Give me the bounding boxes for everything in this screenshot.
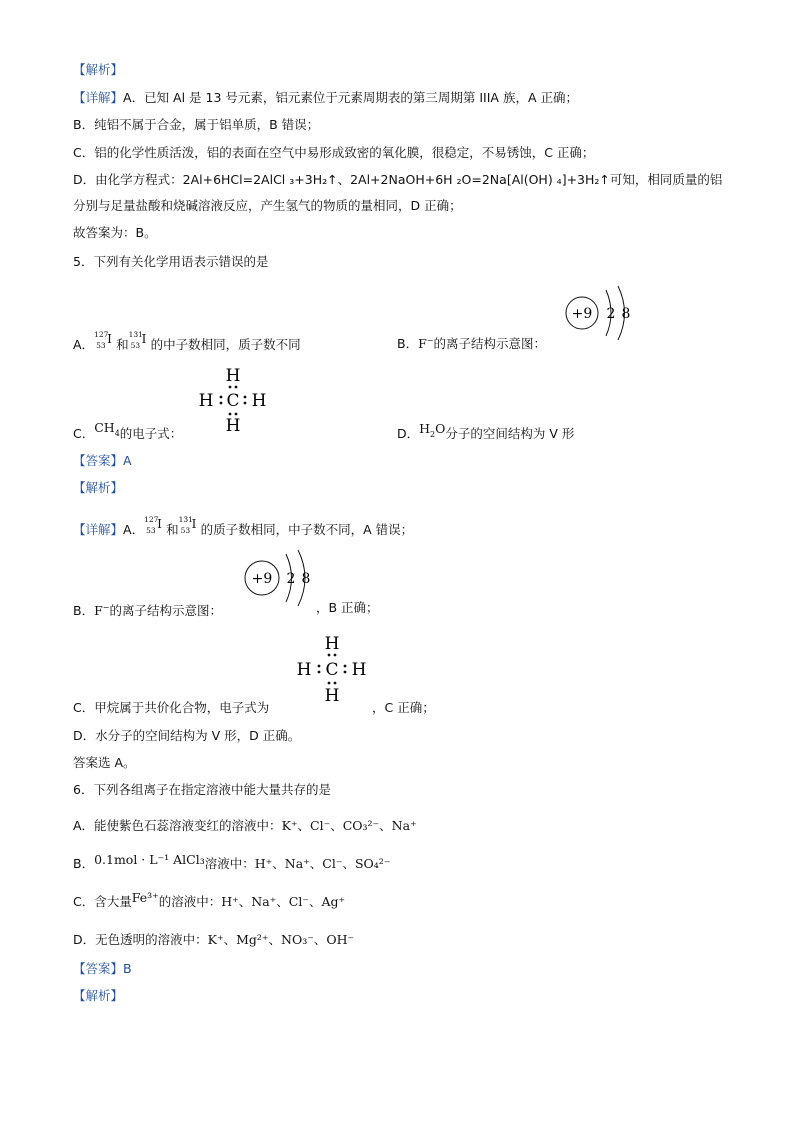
svg-text:C: C [226, 391, 240, 411]
ion: Cl⁻ [288, 894, 309, 909]
q5-a-rest: 的中子数相同，质子数不同 [150, 337, 301, 352]
q5-option-c [73, 420, 183, 448]
svg-text:H: H [251, 391, 267, 411]
q4-conclusion: 故答案为：B。 [73, 225, 157, 240]
detail-fluoride-charge: − [102, 603, 110, 612]
svg-text:H: H [351, 660, 367, 680]
ion: Na⁺ [251, 894, 277, 909]
q6-b-text: 溶液中： [204, 856, 255, 871]
q6-stem: 6．下列各组离子在指定溶液中能大量共存的是 [73, 782, 331, 797]
ion: Cl⁻ [322, 856, 343, 871]
q6-option-d: D．无色透明的溶液中：K⁺、Mg²⁺、NO₃⁻、OH⁻ [73, 932, 355, 947]
q4-detail-b: B．纯铝不属于合金，属于铝单质，B 错误； [73, 117, 320, 132]
detail-methane-electron-formula [293, 630, 369, 706]
q5-detail-b-label: B． [73, 603, 95, 619]
q5-detail-b-rest: 的离子结构示意图： [109, 603, 222, 619]
q5-detail-d: D．水分子的空间结构为 V 形，D 正确。 [73, 728, 301, 743]
q5-option-a-label: A． [73, 337, 95, 352]
q6-option-c: C．含大量Fe³⁺的溶液中：H⁺、Na⁺、Cl⁻、Ag⁺ [73, 890, 346, 909]
ion: Cl⁻ [310, 818, 331, 833]
q5-detail-tag: 【详解】 [73, 522, 124, 537]
q5-c-rest: 的电子式： [119, 426, 183, 441]
ion: SO₄²⁻ [354, 856, 391, 871]
ion: K⁺ [207, 932, 224, 947]
q6-c-text: C．含大量 [73, 894, 132, 909]
water-formula-o: O [435, 421, 446, 436]
q5-detail-a-and: 和 [166, 522, 179, 537]
svg-text:C: C [325, 660, 339, 680]
ferric-ion: Fe³⁺ [131, 890, 159, 905]
q6-b-label: B． [73, 856, 95, 871]
detail-fluoride-symbol: F [94, 603, 103, 619]
ion: H⁺ [221, 894, 239, 909]
shell-1-count: 2 [606, 306, 616, 322]
svg-text:H: H [225, 416, 241, 436]
water-formula-sub: 2 [430, 429, 436, 439]
svg-text:2: 2 [286, 571, 296, 587]
q5-option-b-label: B． [397, 336, 419, 352]
q5-option-d [397, 421, 575, 448]
q6-answer: 【答案】B [73, 961, 132, 976]
q6-d-text: D．无色透明的溶液中： [73, 932, 208, 947]
fluoride-charge: − [426, 336, 434, 345]
q5-detail-a-label: A． [123, 522, 145, 537]
svg-text:H: H [198, 391, 214, 411]
q6-c-text2: 的溶液中： [158, 894, 222, 909]
ion: Ag⁺ [321, 894, 346, 909]
svg-text:8: 8 [301, 571, 311, 587]
methane-formula-sub: 4 [114, 428, 120, 438]
ion: NO₃⁻ [281, 932, 314, 947]
q5-detail-c: C．甲烷属于共价化合物，电子式为 [73, 700, 270, 715]
ion: CO₃²⁻ [342, 818, 380, 833]
q5-option-a [73, 330, 301, 355]
detail-isotope-i131: 131 53 I [178, 515, 197, 535]
q6-jiexi-heading: 【解析】 [73, 988, 124, 1003]
svg-text:+9: +9 [251, 571, 273, 587]
methane-electron-formula [196, 362, 268, 436]
nucleus-label: +9 [571, 306, 593, 322]
q4-detail-a-text: A．已知 Al 是 13 号元素，铝元素位于元素周期表的第三周期第 IIIA 族，A 正确； [123, 90, 578, 105]
q5-d-rest: 分子的空间结构为 V 形 [445, 426, 575, 441]
q4-jiexi-heading: 【解析】 [73, 62, 124, 77]
water-formula-h: H [419, 421, 431, 436]
q5-answer: 【答案】A [73, 453, 132, 468]
isotope-i131: 131 53 I [128, 330, 147, 350]
q5-detail-b-end: ，B 正确； [316, 600, 379, 615]
q5-jiexi-heading: 【解析】 [73, 480, 124, 495]
q5-option-d-label: D． [397, 426, 420, 441]
q5-option-b [397, 333, 546, 352]
shell-2-count: 8 [621, 306, 631, 322]
svg-text:H: H [296, 660, 312, 680]
q5-detail-a-rest: 的质子数相同，中子数不同，A 错误； [200, 522, 414, 537]
q6-option-a: A．能使紫色石蕊溶液变红的溶液中：K⁺、Cl⁻、CO₃²⁻、Na⁺ [73, 818, 417, 833]
fluoride-symbol: F [418, 336, 427, 352]
q6-option-b: B．0.1mol · L⁻¹ AlCl₃溶液中：H⁺、Na⁺、Cl⁻、SO₄²⁻ [73, 852, 391, 871]
detail-isotope-i127: 127 53 I [144, 515, 162, 535]
q5-detail-c-end: ，C 正确； [372, 700, 435, 715]
q4-detail-d-line2: 分别与足量盐酸和烧碱溶液反应，产生氢气的物质的量相同，D 正确； [73, 198, 462, 213]
svg-text:H: H [324, 686, 340, 706]
q4-detail-c: C．铝的化学性质活泼，铝的表面在空气中易形成致密的氧化膜，很稳定，不易锈蚀，C 正确； [73, 145, 595, 160]
detail-fluoride-structure-diagram [240, 548, 320, 610]
ion: K⁺ [281, 818, 298, 833]
q6-a-text: A．能使紫色石蕊溶液变红的溶液中： [73, 818, 282, 833]
q4-detail-tag: 【详解】 [73, 90, 124, 105]
q5-a-and: 和 [116, 337, 129, 352]
q5-conclusion: 答案选 A。 [73, 755, 136, 770]
q5-stem: 5．下列有关化学用语表示错误的是 [73, 254, 269, 269]
alcl3-concentration: 0.1mol · L⁻¹ AlCl₃ [94, 852, 205, 867]
q5-detail-b [73, 600, 222, 619]
ion: OH⁻ [326, 932, 355, 947]
ion: Mg²⁺ [236, 932, 269, 947]
q4-detail-d-line1: D．由化学方程式：2Al+6HCl=2AlCl ₃+3H₂↑、2Al+2NaOH+6H ₂O=2Na[Al(OH) ₄]+3H₂↑可知，相同质量的铝 [73, 172, 723, 187]
svg-text:H: H [225, 366, 241, 386]
q5-detail-a [73, 515, 414, 540]
ion: H⁺ [254, 856, 273, 871]
q5-option-c-label: C． [73, 426, 95, 441]
fluoride-structure-diagram [560, 284, 640, 344]
methane-formula: CH [94, 420, 115, 435]
q4-detail-a [73, 90, 578, 106]
isotope-i127: 127 53 I [94, 330, 112, 350]
q5-b-rest: 的离子结构示意图： [433, 336, 546, 352]
ion: Na⁺ [284, 856, 310, 871]
svg-text:H: H [324, 634, 340, 654]
ion: Na⁺ [391, 818, 417, 833]
